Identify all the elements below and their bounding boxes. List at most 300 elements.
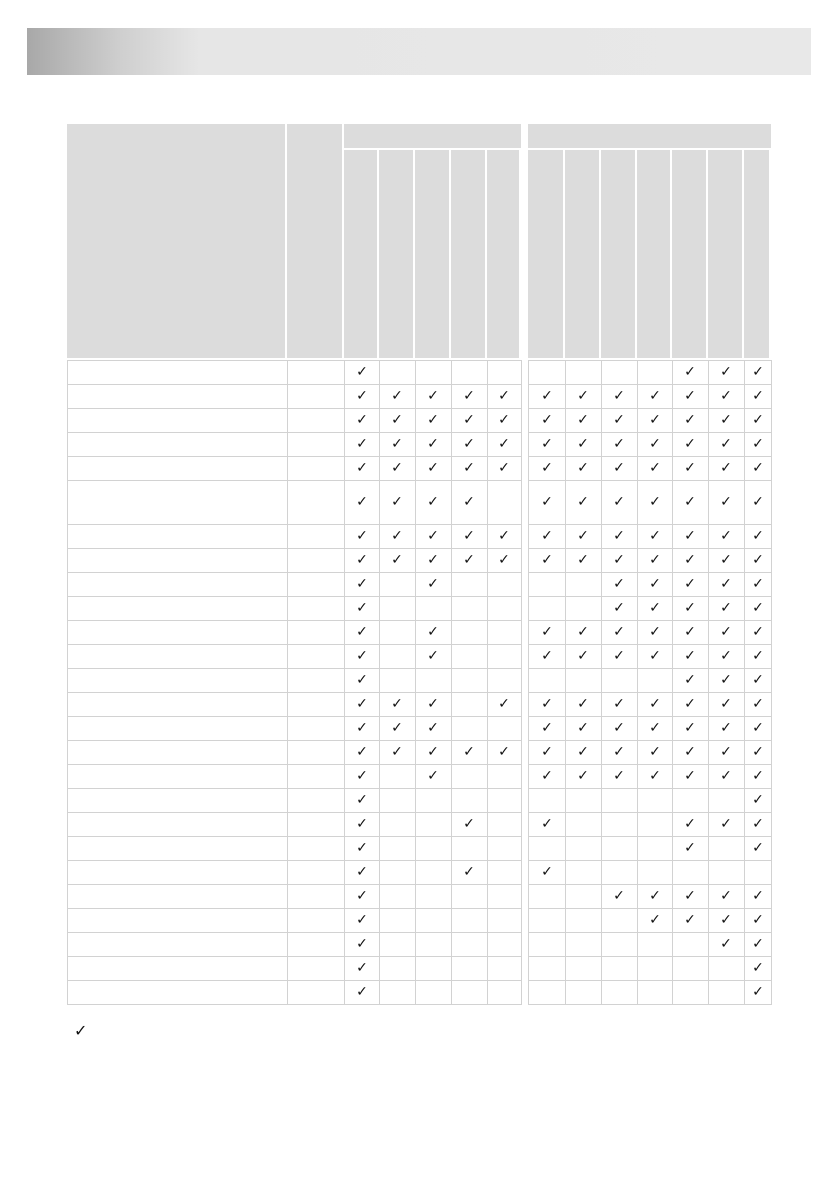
check-icon: ✓ — [427, 720, 439, 736]
check-icon: ✓ — [752, 412, 764, 428]
check-icon: ✓ — [356, 960, 368, 976]
table-cell — [565, 860, 602, 885]
table-row-value — [287, 408, 345, 433]
check-icon: ✓ — [752, 696, 764, 712]
check-icon: ✓ — [649, 436, 661, 452]
check-icon: ✓ — [684, 816, 696, 832]
table-row-label — [67, 764, 288, 789]
check-icon: ✓ — [356, 624, 368, 640]
check-icon: ✓ — [356, 648, 368, 664]
check-icon: ✓ — [463, 388, 475, 404]
check-icon: ✓ — [541, 528, 553, 544]
table-cell — [637, 980, 673, 1005]
check-icon: ✓ — [752, 744, 764, 760]
table-row-value — [287, 860, 345, 885]
check-icon: ✓ — [649, 624, 661, 640]
table-cell — [487, 884, 522, 909]
check-icon: ✓ — [684, 624, 696, 640]
check-icon: ✓ — [684, 436, 696, 452]
check-icon: ✓ — [613, 744, 625, 760]
check-icon: ✓ — [613, 552, 625, 568]
check-icon: ✓ — [463, 436, 475, 452]
check-icon: ✓ — [577, 744, 589, 760]
check-icon: ✓ — [752, 528, 764, 544]
group-a-column-header — [344, 150, 377, 358]
table-cell — [487, 788, 522, 813]
check-icon: ✓ — [463, 816, 475, 832]
check-icon: ✓ — [391, 494, 403, 510]
table-row-label — [67, 692, 288, 717]
check-icon: ✓ — [541, 696, 553, 712]
check-icon: ✓ — [577, 412, 589, 428]
check-icon: ✓ — [541, 744, 553, 760]
check-icon: ✓ — [577, 720, 589, 736]
table-row-value — [287, 812, 345, 837]
table-cell — [708, 956, 745, 981]
table-row-label — [67, 408, 288, 433]
check-icon: ✓ — [391, 412, 403, 428]
check-icon: ✓ — [498, 388, 510, 404]
check-icon: ✓ — [427, 528, 439, 544]
check-icon: ✓ — [541, 720, 553, 736]
table-cell — [379, 360, 416, 385]
table-cell — [379, 572, 416, 597]
table-cell — [451, 908, 488, 933]
check-icon: ✓ — [356, 720, 368, 736]
table-cell — [528, 836, 566, 861]
check-icon: ✓ — [649, 720, 661, 736]
table-cell — [744, 860, 772, 885]
check-icon: ✓ — [427, 768, 439, 784]
header-value-cell — [287, 124, 342, 358]
table-cell — [451, 644, 488, 669]
table-cell — [451, 788, 488, 813]
table-row-label — [67, 932, 288, 957]
check-icon: ✓ — [649, 494, 661, 510]
check-icon: ✓ — [752, 816, 764, 832]
check-icon: ✓ — [391, 460, 403, 476]
check-icon: ✓ — [498, 744, 510, 760]
check-icon: ✓ — [720, 696, 732, 712]
table-cell — [379, 932, 416, 957]
check-icon: ✓ — [577, 696, 589, 712]
check-icon: ✓ — [684, 768, 696, 784]
check-icon: ✓ — [541, 494, 553, 510]
table-row-value — [287, 360, 345, 385]
check-icon: ✓ — [752, 720, 764, 736]
table-row-label — [67, 480, 288, 525]
check-icon: ✓ — [613, 388, 625, 404]
check-icon: ✓ — [427, 696, 439, 712]
check-icon: ✓ — [720, 412, 732, 428]
table-cell — [601, 812, 638, 837]
table-row-value — [287, 572, 345, 597]
table-cell — [451, 956, 488, 981]
check-icon: ✓ — [649, 460, 661, 476]
check-icon: ✓ — [427, 436, 439, 452]
check-icon: ✓ — [427, 460, 439, 476]
table-row-value — [287, 788, 345, 813]
table-cell — [708, 836, 745, 861]
table-cell — [451, 980, 488, 1005]
table-cell — [451, 716, 488, 741]
check-icon: ✓ — [752, 768, 764, 784]
check-icon: ✓ — [752, 552, 764, 568]
table-cell — [487, 980, 522, 1005]
table-cell — [379, 884, 416, 909]
check-icon: ✓ — [356, 576, 368, 592]
table-cell — [601, 668, 638, 693]
check-icon: ✓ — [577, 436, 589, 452]
table-cell — [379, 908, 416, 933]
table-cell — [415, 980, 452, 1005]
check-icon: ✓ — [463, 528, 475, 544]
check-icon: ✓ — [613, 600, 625, 616]
table-row-label — [67, 524, 288, 549]
group-b-column-header — [708, 150, 742, 358]
check-icon: ✓ — [541, 624, 553, 640]
table-row-value — [287, 432, 345, 457]
table-cell — [601, 860, 638, 885]
check-icon: ✓ — [356, 528, 368, 544]
table-row-label — [67, 836, 288, 861]
check-icon: ✓ — [577, 768, 589, 784]
table-cell — [637, 956, 673, 981]
table-cell — [637, 668, 673, 693]
check-icon: ✓ — [720, 528, 732, 544]
table-cell — [487, 596, 522, 621]
check-icon: ✓ — [684, 576, 696, 592]
check-icon: ✓ — [356, 744, 368, 760]
check-icon: ✓ — [356, 912, 368, 928]
check-icon: ✓ — [684, 648, 696, 664]
check-icon: ✓ — [720, 936, 732, 952]
check-icon: ✓ — [720, 600, 732, 616]
check-icon: ✓ — [577, 624, 589, 640]
table-row-value — [287, 740, 345, 765]
table-cell — [528, 956, 566, 981]
check-icon: ✓ — [391, 720, 403, 736]
table-cell — [451, 620, 488, 645]
check-icon: ✓ — [649, 528, 661, 544]
check-icon: ✓ — [649, 388, 661, 404]
table-row-value — [287, 932, 345, 957]
table-row-label — [67, 668, 288, 693]
table-cell — [379, 596, 416, 621]
table-cell — [601, 836, 638, 861]
check-icon: ✓ — [752, 576, 764, 592]
table-row-value — [287, 524, 345, 549]
check-icon: ✓ — [541, 816, 553, 832]
group-b-column-header — [637, 150, 670, 358]
table-cell — [487, 360, 522, 385]
check-icon: ✓ — [752, 494, 764, 510]
check-icon: ✓ — [613, 696, 625, 712]
table-cell — [379, 644, 416, 669]
table-cell — [487, 764, 522, 789]
table-row-value — [287, 668, 345, 693]
check-icon: ✓ — [684, 388, 696, 404]
check-icon: ✓ — [577, 460, 589, 476]
table-row-value — [287, 456, 345, 481]
table-cell — [451, 836, 488, 861]
check-icon: ✓ — [720, 364, 732, 380]
table-row-value — [287, 644, 345, 669]
table-cell — [637, 836, 673, 861]
check-icon: ✓ — [720, 744, 732, 760]
table-cell — [637, 360, 673, 385]
check-icon: ✓ — [427, 744, 439, 760]
table-cell — [487, 480, 522, 525]
check-icon: ✓ — [463, 552, 475, 568]
check-icon: ✓ — [684, 888, 696, 904]
check-icon: ✓ — [613, 494, 625, 510]
check-icon: ✓ — [356, 816, 368, 832]
check-icon: ✓ — [577, 648, 589, 664]
check-icon: ✓ — [356, 768, 368, 784]
table-cell — [379, 836, 416, 861]
check-icon: ✓ — [613, 528, 625, 544]
check-icon: ✓ — [684, 744, 696, 760]
table-cell — [601, 932, 638, 957]
group-b-column-header — [601, 150, 635, 358]
table-cell — [379, 812, 416, 837]
group-b-column-header — [672, 150, 706, 358]
check-icon: ✓ — [720, 672, 732, 688]
table-row-value — [287, 836, 345, 861]
table-row-value — [287, 548, 345, 573]
check-icon: ✓ — [463, 412, 475, 428]
check-icon: ✓ — [541, 436, 553, 452]
table-row-value — [287, 956, 345, 981]
check-icon: ✓ — [498, 412, 510, 428]
check-icon: ✓ — [720, 494, 732, 510]
table-cell — [379, 980, 416, 1005]
check-icon: ✓ — [356, 936, 368, 952]
check-icon: ✓ — [649, 600, 661, 616]
check-icon: ✓ — [720, 768, 732, 784]
check-icon: ✓ — [613, 768, 625, 784]
table-cell — [487, 644, 522, 669]
check-icon: ✓ — [463, 864, 475, 880]
check-icon: ✓ — [356, 672, 368, 688]
check-icon: ✓ — [649, 888, 661, 904]
check-icon: ✓ — [391, 552, 403, 568]
check-icon: ✓ — [577, 552, 589, 568]
table-row-label — [67, 788, 288, 813]
group-a-column-header — [415, 150, 449, 358]
table-cell — [672, 980, 709, 1005]
check-icon: ✓ — [720, 816, 732, 832]
table-row-value — [287, 884, 345, 909]
group-a-column-header — [379, 150, 413, 358]
table-row-label — [67, 360, 288, 385]
table-cell — [565, 956, 602, 981]
check-icon: ✓ — [649, 648, 661, 664]
check-icon: ✓ — [356, 600, 368, 616]
check-icon: ✓ — [498, 528, 510, 544]
table-cell — [528, 884, 566, 909]
table-cell — [528, 572, 566, 597]
group-b-column-header — [744, 150, 769, 358]
check-icon: ✓ — [649, 696, 661, 712]
check-icon: ✓ — [356, 494, 368, 510]
table-cell — [637, 788, 673, 813]
table-row-value — [287, 908, 345, 933]
check-icon: ✓ — [720, 388, 732, 404]
check-icon: ✓ — [577, 494, 589, 510]
check-icon: ✓ — [613, 460, 625, 476]
table-cell — [708, 788, 745, 813]
check-icon: ✓ — [356, 388, 368, 404]
check-icon: ✓ — [752, 960, 764, 976]
table-cell — [601, 980, 638, 1005]
check-icon: ✓ — [649, 912, 661, 928]
table-cell — [601, 360, 638, 385]
table-cell — [379, 764, 416, 789]
check-icon: ✓ — [356, 460, 368, 476]
check-icon: ✓ — [752, 436, 764, 452]
check-icon: ✓ — [498, 696, 510, 712]
check-icon: ✓ — [498, 552, 510, 568]
table-cell — [672, 932, 709, 957]
table-row-value — [287, 384, 345, 409]
check-icon: ✓ — [541, 648, 553, 664]
table-cell — [601, 788, 638, 813]
check-icon: ✓ — [541, 552, 553, 568]
table-row-label — [67, 716, 288, 741]
table-cell — [565, 360, 602, 385]
table-cell — [415, 956, 452, 981]
table-cell — [487, 668, 522, 693]
check-icon: ✓ — [684, 912, 696, 928]
check-icon: ✓ — [427, 624, 439, 640]
table-cell — [415, 884, 452, 909]
check-icon: ✓ — [720, 648, 732, 664]
table-cell — [415, 596, 452, 621]
check-icon: ✓ — [752, 364, 764, 380]
check-icon: ✓ — [720, 624, 732, 640]
table-cell — [672, 788, 709, 813]
table-cell — [637, 860, 673, 885]
check-icon: ✓ — [684, 600, 696, 616]
table-cell — [637, 812, 673, 837]
check-icon: ✓ — [684, 696, 696, 712]
table-row-value — [287, 716, 345, 741]
table-row-label — [67, 956, 288, 981]
table-cell — [708, 860, 745, 885]
check-icon: ✓ — [649, 768, 661, 784]
table-cell — [379, 620, 416, 645]
table-cell — [565, 884, 602, 909]
table-cell — [528, 596, 566, 621]
table-cell — [565, 572, 602, 597]
check-icon: ✓ — [752, 460, 764, 476]
group-b-header — [528, 124, 771, 148]
table-cell — [451, 692, 488, 717]
table-cell — [451, 932, 488, 957]
table-row-label — [67, 384, 288, 409]
check-icon: ✓ — [391, 436, 403, 452]
group-a-column-header — [451, 150, 485, 358]
group-a-column-header — [487, 150, 519, 358]
check-icon: ✓ — [752, 600, 764, 616]
table-cell — [451, 668, 488, 693]
check-icon: ✓ — [649, 744, 661, 760]
legend-check-icon: ✓ — [74, 1021, 88, 1040]
check-icon: ✓ — [541, 460, 553, 476]
table-row-label — [67, 572, 288, 597]
table-row-label — [67, 456, 288, 481]
table-cell — [415, 908, 452, 933]
check-icon: ✓ — [720, 576, 732, 592]
check-icon: ✓ — [684, 412, 696, 428]
check-icon: ✓ — [463, 744, 475, 760]
table-cell — [451, 572, 488, 597]
table-cell — [565, 932, 602, 957]
check-icon: ✓ — [613, 648, 625, 664]
table-cell — [487, 860, 522, 885]
check-icon: ✓ — [356, 552, 368, 568]
check-icon: ✓ — [752, 840, 764, 856]
check-icon: ✓ — [356, 412, 368, 428]
table-cell — [487, 956, 522, 981]
table-row-value — [287, 620, 345, 645]
table-row-label — [67, 644, 288, 669]
table-cell — [637, 932, 673, 957]
table-cell — [528, 908, 566, 933]
table-cell — [451, 360, 488, 385]
check-icon: ✓ — [752, 912, 764, 928]
table-cell — [415, 668, 452, 693]
table-cell — [379, 956, 416, 981]
table-cell — [415, 812, 452, 837]
check-icon: ✓ — [613, 576, 625, 592]
check-icon: ✓ — [463, 494, 475, 510]
check-icon: ✓ — [427, 576, 439, 592]
check-icon: ✓ — [541, 864, 553, 880]
table-cell — [379, 860, 416, 885]
table-cell — [528, 668, 566, 693]
check-icon: ✓ — [391, 528, 403, 544]
table-row-label — [67, 980, 288, 1005]
check-icon: ✓ — [613, 412, 625, 428]
table-cell — [565, 908, 602, 933]
table-cell — [487, 716, 522, 741]
table-cell — [415, 836, 452, 861]
check-icon: ✓ — [684, 494, 696, 510]
group-b-column-header — [528, 150, 563, 358]
check-icon: ✓ — [427, 648, 439, 664]
table-cell — [672, 860, 709, 885]
check-icon: ✓ — [427, 494, 439, 510]
table-cell — [601, 956, 638, 981]
table-cell — [379, 668, 416, 693]
table-row-label — [67, 432, 288, 457]
table-cell — [487, 908, 522, 933]
check-icon: ✓ — [356, 840, 368, 856]
table-row-label — [67, 596, 288, 621]
check-icon: ✓ — [684, 672, 696, 688]
check-icon: ✓ — [356, 864, 368, 880]
table-row-label — [67, 620, 288, 645]
check-icon: ✓ — [356, 364, 368, 380]
check-icon: ✓ — [752, 624, 764, 640]
table-cell — [565, 836, 602, 861]
check-icon: ✓ — [356, 888, 368, 904]
check-icon: ✓ — [427, 412, 439, 428]
check-icon: ✓ — [684, 552, 696, 568]
